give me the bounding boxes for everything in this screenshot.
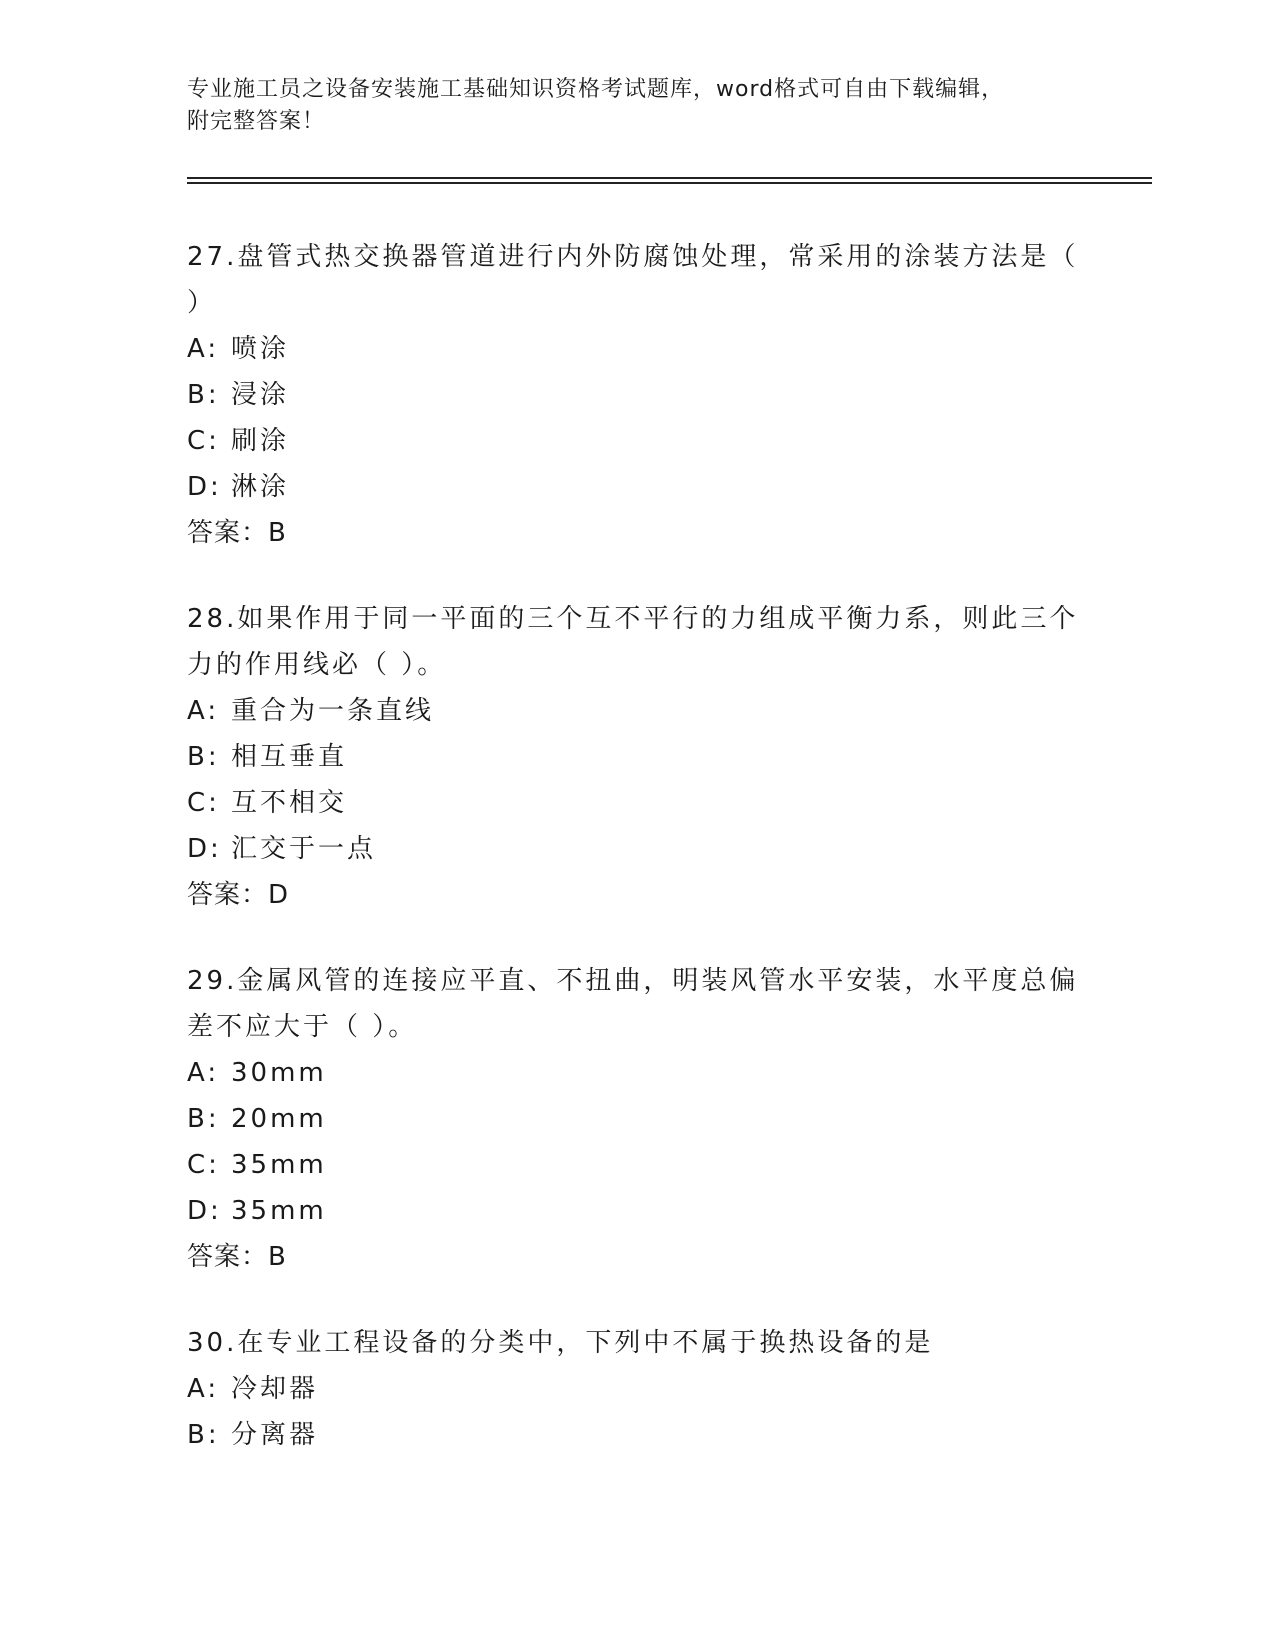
option-d: [187, 1188, 1087, 1234]
header-line-2: 附完整答案！: [187, 109, 326, 134]
option-d: [187, 464, 1087, 510]
question-27: [187, 234, 1087, 556]
option-c: [187, 1142, 1087, 1188]
option-letter: A:: [187, 696, 220, 726]
option-text: 分离器: [231, 1420, 319, 1450]
option-text: 30mm: [231, 1058, 327, 1088]
option-text: 浸涂: [231, 380, 290, 410]
option-letter: B:: [187, 1104, 220, 1134]
question-28: [187, 596, 1087, 918]
option-text: 淋涂: [231, 472, 290, 502]
option-c: [187, 780, 1087, 826]
question-29: [187, 958, 1087, 1280]
option-text: 汇交于一点: [231, 834, 377, 864]
question-stem: 28.如果作用于同一平面的三个互不平行的力组成平衡力系，则此三个: [187, 604, 1079, 634]
option-a: [187, 688, 1087, 734]
header-divider-bottom: [187, 182, 1152, 184]
header-divider-top: [187, 177, 1152, 179]
option-text: 35mm: [231, 1196, 327, 1226]
option-letter: B:: [187, 1420, 220, 1450]
question-30: [187, 1320, 1087, 1458]
option-b: [187, 1412, 1087, 1458]
question-stem-continued: 力的作用线必（ ）。: [187, 650, 447, 680]
option-letter: C:: [187, 788, 220, 818]
option-letter: A:: [187, 1374, 220, 1404]
option-letter: D:: [187, 834, 222, 864]
option-text: 互不相交: [231, 788, 348, 818]
question-stem-continued: 差不应大于（ ）。: [187, 1012, 418, 1042]
option-letter: C:: [187, 1150, 220, 1180]
option-letter: B:: [187, 742, 220, 772]
question-stem: 30.在专业工程设备的分类中，下列中不属于换热设备的是: [187, 1328, 934, 1358]
option-text: 35mm: [231, 1150, 327, 1180]
option-text: 相互垂直: [231, 742, 348, 772]
option-b: [187, 1096, 1087, 1142]
option-a: [187, 1050, 1087, 1096]
question-stem-continued: ）: [187, 288, 217, 318]
answer: 答案：D: [187, 880, 290, 910]
header-line-1: 专业施工员之设备安装施工基础知识资格考试题库，word格式可自由下载编辑，: [187, 77, 1005, 102]
question-stem: 29.金属风管的连接应平直、不扭曲，明装风管水平安装，水平度总偏: [187, 966, 1079, 996]
answer: 答案：B: [187, 518, 287, 548]
option-text: 刷涂: [231, 426, 290, 456]
option-a: [187, 1366, 1087, 1412]
option-text: 重合为一条直线: [231, 696, 435, 726]
option-text: 冷却器: [231, 1374, 319, 1404]
option-a: [187, 326, 1087, 372]
option-b: [187, 372, 1087, 418]
question-list: [187, 234, 1087, 1498]
option-text: 20mm: [231, 1104, 327, 1134]
page-header: [187, 74, 1077, 138]
question-stem: 27.盘管式热交换器管道进行内外防腐蚀处理，常采用的涂装方法是（: [187, 242, 1079, 272]
option-letter: D:: [187, 1196, 222, 1226]
option-letter: A:: [187, 334, 220, 364]
option-b: [187, 734, 1087, 780]
option-c: [187, 418, 1087, 464]
option-letter: C:: [187, 426, 220, 456]
option-d: [187, 826, 1087, 872]
option-letter: A:: [187, 1058, 220, 1088]
option-text: 喷涂: [231, 334, 290, 364]
option-letter: B:: [187, 380, 220, 410]
option-letter: D:: [187, 472, 222, 502]
answer: 答案：B: [187, 1242, 287, 1272]
